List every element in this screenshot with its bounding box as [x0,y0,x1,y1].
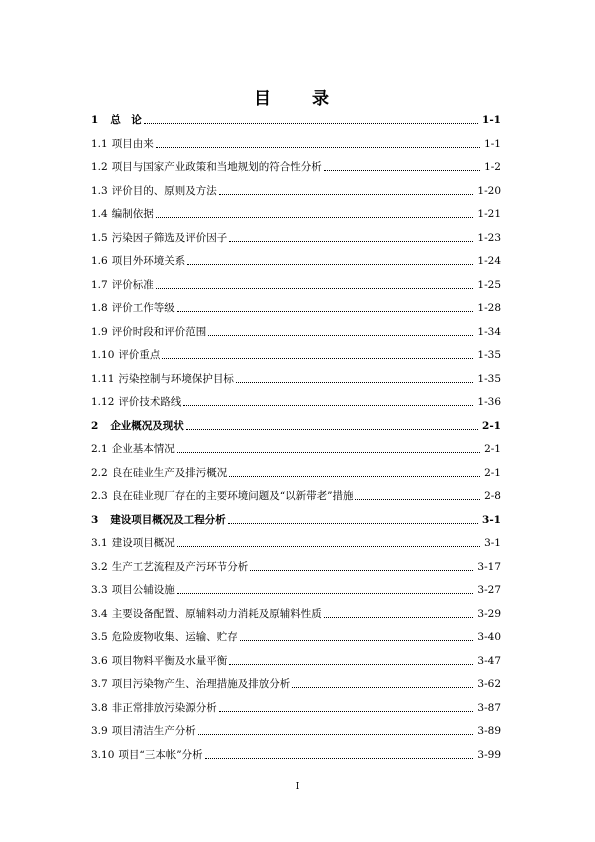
toc-entry-label: 项目外环境关系 [111,255,186,267]
toc-entry-label: 建设项目概况及工程分析 [110,513,226,526]
toc-entry-label: 主要设备配置、原辅料动力消耗及原辅料性质 [111,607,322,620]
toc-dot-leader [186,429,478,430]
toc-entry-page: 2-1 [484,466,501,479]
toc-dot-leader [355,499,480,500]
toc-entry-label: 评价重点 [118,349,161,361]
toc-entry-page: 1-35 [477,349,501,361]
toc-entry-number: 3.9 [91,725,108,737]
toc-entry-label: 项目与国家产业政策和当地规划的符合性分析 [111,161,322,173]
toc-section-row[interactable] [91,720,501,744]
toc-entry-number: 2.1 [91,443,108,455]
toc-dot-leader [187,264,473,265]
toc-dot-leader [183,405,473,406]
toc-section-row[interactable] [91,203,501,227]
page-number: I [295,782,300,792]
toc-entry-number: 3.5 [91,631,108,643]
toc-dot-leader [208,335,473,336]
toc-entry-number: 2.2 [91,466,108,479]
toc-entry-number: 1.6 [91,255,108,267]
toc-entry-page: 3-27 [477,584,501,596]
toc-entry-page: 2-1 [484,443,501,455]
toc-entry-label: 建设项目概况 [111,537,175,549]
toc-entry-page: 3-99 [477,748,501,761]
toc-entry-page: 3-89 [477,725,501,737]
toc-entry-page: 1-36 [477,396,501,408]
toc-section-row[interactable] [91,297,501,321]
toc-entry-label: 非正常排放污染源分析 [111,701,217,714]
toc-section-row[interactable] [91,626,501,650]
toc-entry-number: 3.3 [91,584,108,596]
toc-entry-page: 3-62 [477,678,501,690]
toc-dot-leader [324,170,480,171]
toc-entry-number: 1.9 [91,325,108,338]
toc-section-row[interactable] [91,227,501,251]
toc-entry-number: 3.10 [91,748,115,761]
toc-entry-label: 污染因子筛选及评价因子 [111,231,228,244]
toc-entry-page: 1-2 [484,161,501,173]
toc-dot-leader [229,664,473,665]
toc-entry-number: 1.3 [91,184,108,197]
toc-entry-page: 1-28 [477,302,501,314]
toc-entry-number: 3.2 [91,560,108,573]
toc-entry-page: 1-1 [484,137,501,150]
toc-dot-leader [236,382,474,383]
toc-section-row[interactable] [91,462,501,486]
toc-dot-leader [292,687,473,688]
toc-entry-page: 1-21 [477,208,501,220]
toc-entry-page: 1-34 [477,325,501,338]
toc-entry-number: 2.3 [91,490,108,502]
toc-section-row[interactable] [91,485,501,509]
toc-dot-leader [177,452,480,453]
toc-entry-number: 1.2 [91,161,108,173]
toc-entry-number: 1.8 [91,302,108,314]
toc-section-row[interactable] [91,344,501,368]
toc-dot-leader [156,217,474,218]
table-of-contents [91,109,501,767]
toc-dot-leader [177,593,474,594]
toc-entry-number: 1.12 [91,396,115,408]
toc-entry-page: 1-25 [477,278,501,291]
toc-entry-page: 3-47 [477,654,501,667]
toc-dot-leader [177,546,480,547]
toc-entry-label: 评价标准 [111,278,154,291]
toc-section-row[interactable] [91,133,501,157]
toc-dot-leader [205,758,474,759]
toc-entry-number: 1.5 [91,231,108,244]
toc-entry-page: 2-8 [484,490,501,502]
toc-entry-page: 1-23 [477,231,501,244]
toc-entry-number: 3.4 [91,607,108,620]
toc-entry-label: 评价技术路线 [118,396,182,408]
toc-entry-label: 评价目的、原则及方法 [111,184,217,197]
toc-entry-label: 企业基本情况 [111,443,175,455]
toc-section-row[interactable] [91,438,501,462]
toc-entry-page: 2-1 [482,419,501,432]
toc-entry-label: 良在硅业现厂存在的主要环境问题及“以新带老”措施 [111,490,354,502]
toc-dot-leader [162,358,473,359]
toc-entry-page: 3-1 [482,513,501,526]
toc-entry-label: 生产工艺流程及产污环节分析 [111,560,249,573]
toc-entry-page: 3-29 [477,607,501,620]
toc-entry-label: 总 论 [110,114,142,126]
toc-entry-label: 项目公辅设施 [111,584,175,596]
toc-entry-page: 1-1 [482,114,501,126]
toc-entry-page: 3-17 [477,560,501,573]
toc-entry-page: 3-40 [477,631,501,643]
toc-section-row[interactable] [91,321,501,345]
toc-entry-page: 3-87 [477,701,501,714]
toc-entry-label: 项目污染物产生、治理措施及排放分析 [111,678,291,690]
toc-chapter-row[interactable] [91,415,501,439]
toc-entry-page: 1-20 [477,184,501,197]
toc-entry-number: 1.1 [91,137,108,150]
toc-section-row[interactable] [91,650,501,674]
toc-entry-number: 1.11 [91,372,115,385]
toc-entry-label: 项目由来 [111,137,154,150]
toc-entry-label: 污染控制与环境保护目标 [118,372,234,385]
toc-dot-leader [219,711,474,712]
toc-dot-leader [229,476,480,477]
toc-entry-label: 项目清洁生产分析 [111,725,196,737]
toc-section-row[interactable] [91,250,501,274]
toc-entry-number: 3.8 [91,701,108,714]
toc-entry-label: 企业概况及现状 [110,419,184,432]
toc-section-row[interactable] [91,180,501,204]
toc-section-row[interactable] [91,697,501,721]
toc-entry-number: 3.1 [91,537,108,549]
toc-entry-label: 危险废物收集、运输、贮存 [111,631,238,643]
toc-dot-leader [198,734,474,735]
toc-entry-number: 1.4 [91,208,108,220]
toc-entry-number: 1.7 [91,278,108,291]
toc-chapter-row[interactable] [91,509,501,533]
toc-dot-leader [229,241,473,242]
toc-dot-leader [324,617,474,618]
toc-dot-leader [219,194,474,195]
toc-entry-number: 3.6 [91,654,108,667]
toc-dot-leader [156,288,474,289]
toc-entry-page: 1-24 [477,255,501,267]
toc-section-row[interactable] [91,274,501,298]
toc-dot-leader [144,123,478,124]
toc-entry-label: 良在硅业生产及排污概况 [111,466,228,479]
toc-dot-leader [177,311,474,312]
toc-entry-number: 3.7 [91,678,108,690]
toc-section-row[interactable] [91,603,501,627]
toc-entry-number: 1 [91,114,99,126]
toc-entry-number: 2 [91,419,99,432]
toc-entry-label: 项目“三本帐”分析 [118,748,203,761]
toc-dot-leader [240,640,474,641]
toc-entry-label: 编制依据 [111,208,154,220]
toc-entry-label: 评价工作等级 [111,302,175,314]
page-title: 目 录 [254,89,341,109]
toc-entry-number: 1.10 [91,349,115,361]
toc-section-row[interactable] [91,156,501,180]
toc-entry-label: 评价时段和评价范围 [111,325,207,338]
toc-dot-leader [250,570,473,571]
toc-entry-label: 项目物料平衡及水量平衡 [111,654,228,667]
toc-section-row[interactable] [91,391,501,415]
toc-entry-number: 3 [91,513,99,526]
toc-entry-page: 1-35 [477,372,501,385]
toc-section-row[interactable] [91,744,501,768]
toc-chapter-row[interactable] [91,109,501,133]
toc-section-row[interactable] [91,368,501,392]
toc-entry-page: 3-1 [484,537,501,549]
toc-section-row[interactable] [91,556,501,580]
toc-section-row[interactable] [91,532,501,556]
toc-dot-leader [228,523,478,524]
toc-section-row[interactable] [91,673,501,697]
toc-section-row[interactable] [91,579,501,603]
toc-dot-leader [156,147,480,148]
